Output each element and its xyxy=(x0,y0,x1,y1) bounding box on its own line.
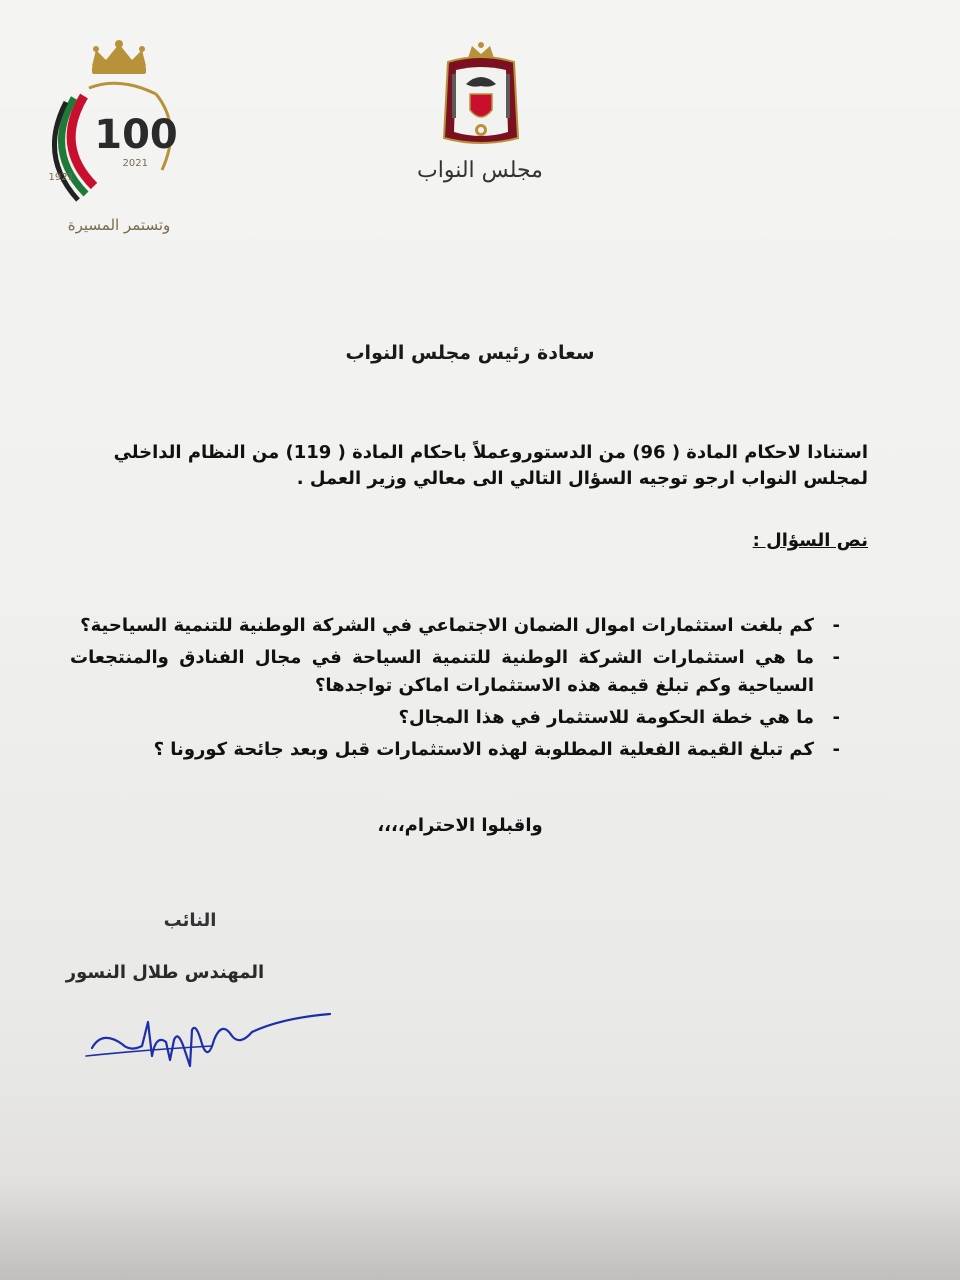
parliament-name: مجلس النواب xyxy=(417,158,543,183)
photo-shadow xyxy=(0,1180,960,1280)
letter-closing: واقبلوا الاحترام،،،، xyxy=(377,815,543,836)
question-item: - كم تبلغ القيمة الفعلية المطلوبة لهذه الاستثمارات قبل وبعد جائحة كورونا ؟ xyxy=(70,736,840,764)
question-heading: نص السؤال : xyxy=(752,530,868,551)
centenary-emblem-icon xyxy=(44,36,194,216)
handwritten-signature xyxy=(82,1000,342,1080)
question-item: - كم بلغت استثمارات اموال الضمان الاجتماعي في الشركة الوطنية للتنمية السياحية؟ xyxy=(70,612,840,640)
centenary-logo xyxy=(44,36,194,234)
deputy-name: المهندس طلال النسور xyxy=(65,962,265,983)
centenary-tagline: وتستمر المسيرة xyxy=(67,216,171,234)
question-item: - ما هي استثمارات الشركة الوطنية للتنمية السياحة في مجال الفنادق والمنتجعات السياحية وكم تبلغ قيمة هذه الاستثمارات اماكن تواجدها؟ xyxy=(70,644,840,700)
centenary-year-start: 1921 xyxy=(48,172,74,183)
deputy-title: النائب xyxy=(163,910,217,931)
coat-of-arms-icon xyxy=(436,40,526,150)
intro-line: استنادا لاحكام المادة ( 96) من الدستوروعملاً باحكام المادة ( 119) من النظام الداخلي xyxy=(113,442,868,463)
question-item: - ما هي خطة الحكومة للاستثمار في هذا المجال؟ xyxy=(70,704,840,732)
letter-intro xyxy=(70,440,868,492)
questions-list xyxy=(70,612,840,768)
letter-recipient: سعادة رئيس مجلس النواب xyxy=(345,342,595,364)
centenary-number: 100 xyxy=(94,112,178,158)
intro-line: لمجلس النواب ارجو توجيه السؤال التالي الى معالي وزير العمل . xyxy=(296,468,868,489)
centenary-year-end: 2021 xyxy=(122,158,148,169)
